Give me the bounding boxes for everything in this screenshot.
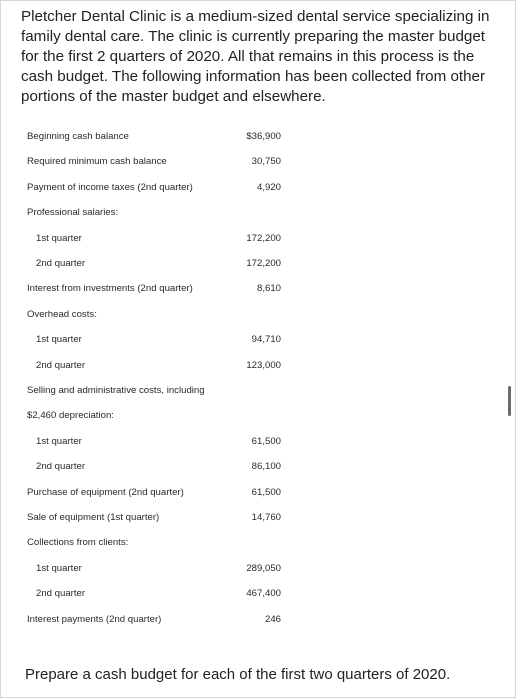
- row-interest-payments: [1, 612, 517, 628]
- row-salaries-q2: [1, 256, 517, 272]
- row-value: 172,200: [246, 258, 281, 269]
- row-sale-equipment: [1, 510, 517, 526]
- row-income-taxes: [1, 180, 517, 196]
- row-professional-salaries-heading: [1, 205, 517, 221]
- row-value: 172,200: [246, 233, 281, 244]
- row-value: 289,050: [246, 563, 281, 574]
- row-value: 86,100: [251, 461, 281, 472]
- row-label: 1st quarter: [36, 334, 82, 345]
- row-label: 2nd quarter: [36, 258, 86, 269]
- row-value: $36,900: [246, 131, 281, 142]
- row-value: 61,500: [251, 436, 281, 447]
- row-value: 30,750: [251, 156, 281, 167]
- row-label: 2nd quarter: [36, 461, 86, 472]
- row-label: 1st quarter: [36, 436, 82, 447]
- row-interest-investments: [1, 281, 517, 297]
- row-salaries-q1: [1, 231, 517, 247]
- row-purchase-equipment: [1, 485, 517, 501]
- scrollbar-thumb[interactable]: [508, 386, 511, 416]
- row-label: Interest payments (2nd quarter): [27, 614, 162, 625]
- row-value: 8,610: [256, 283, 281, 294]
- row-overhead-q2: [1, 358, 517, 374]
- row-label: Required minimum cash balance: [27, 156, 167, 167]
- row-value: 123,000: [246, 360, 281, 371]
- row-label: 2nd quarter: [36, 360, 86, 371]
- row-label: Professional salaries:: [27, 207, 119, 218]
- row-collections-heading: [1, 535, 517, 551]
- row-label: 2nd quarter: [36, 588, 86, 599]
- row-label: Beginning cash balance: [27, 131, 129, 142]
- row-min-cash: [1, 154, 517, 170]
- row-label: Sale of equipment (1st quarter): [27, 512, 160, 523]
- row-label: Interest from investments (2nd quarter): [27, 283, 193, 294]
- row-label: $2,460 depreciation:: [27, 410, 114, 421]
- row-value: 246: [264, 614, 281, 625]
- row-selling-admin-q2: [1, 459, 517, 475]
- task-prompt: Prepare a cash budget for each of the first two quarters of 2020.: [25, 666, 451, 683]
- row-collections-q1: [1, 561, 517, 577]
- row-selling-admin-q1: [1, 434, 517, 450]
- row-value: 94,710: [251, 334, 281, 345]
- row-label: Purchase of equipment (2nd quarter): [27, 487, 184, 498]
- row-label: 1st quarter: [36, 563, 82, 574]
- row-value: 14,760: [251, 512, 281, 523]
- problem-intro: Pletcher Dental Clinic is a medium-sized dental service specializing in family dental care. The clinic is currently preparing the master budget for the first 2 quarters of 2020. All that remains in this process is the cash budget. The following information has been collected from other portions of the master budget and elsewhere.: [21, 8, 490, 105]
- row-value: 467,400: [246, 588, 281, 599]
- row-collections-q2: [1, 586, 517, 602]
- row-overhead-heading: [1, 307, 517, 323]
- row-value: 61,500: [251, 487, 281, 498]
- row-label: Overhead costs:: [27, 309, 97, 320]
- row-label: Payment of income taxes (2nd quarter): [27, 182, 193, 193]
- row-beginning-cash: [1, 129, 517, 145]
- row-label: 1st quarter: [36, 233, 82, 244]
- row-value: 4,920: [256, 182, 281, 193]
- row-selling-admin-heading: [1, 383, 517, 399]
- row-overhead-q1: [1, 332, 517, 348]
- row-label: Selling and administrative costs, including: [27, 385, 205, 396]
- row-depreciation-note: [1, 408, 517, 424]
- row-label: Collections from clients:: [27, 537, 129, 548]
